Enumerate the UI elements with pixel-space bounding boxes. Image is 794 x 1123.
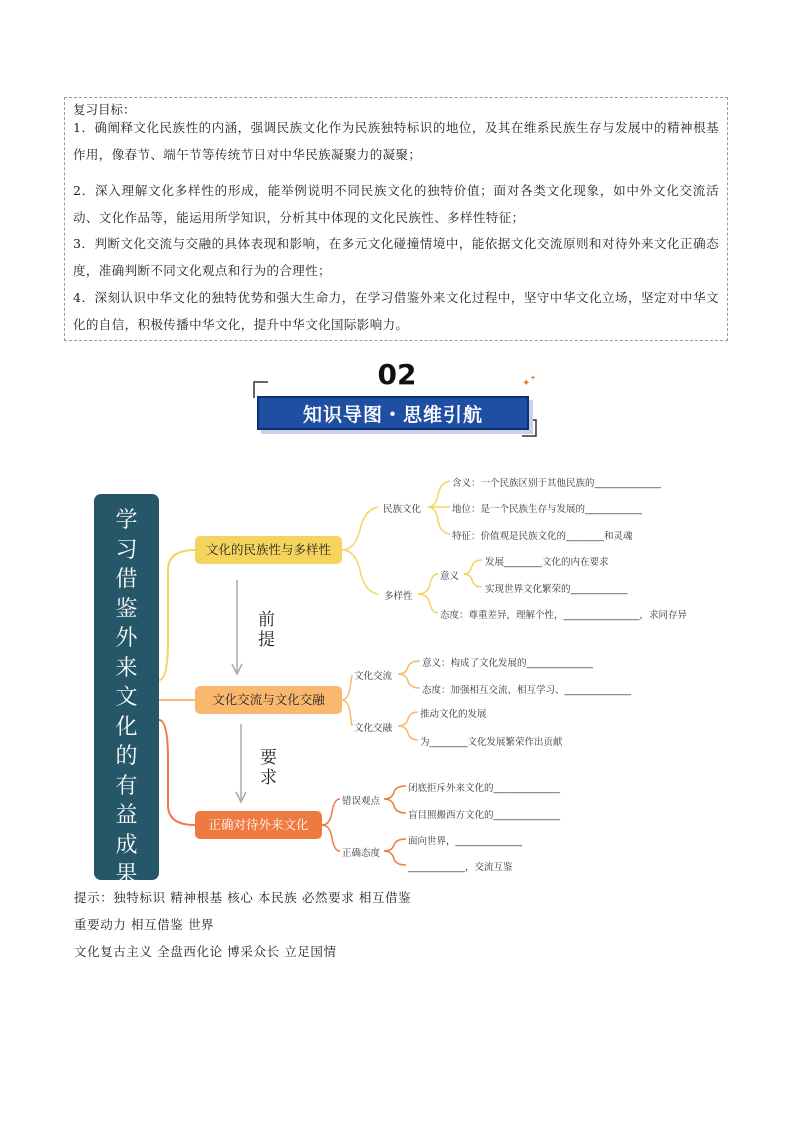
hints-line-2: 重要动力 相互借鉴 世界	[74, 917, 215, 932]
goal-item-2: 2．深入理解文化多样性的形成，能举例说明不同民族文化的独特价值；面对各类文化现象，如中外文化交流活动、文化作品等，能运用所学知识，分析其中体现的文化民族性、多样性特征；	[73, 183, 719, 225]
svg-text:✦: ✦	[530, 374, 536, 382]
leaf-meaning: 含义：一个民族区别于其他民族的______________	[452, 478, 662, 489]
leaf-correct-2: ____________，交流互鉴	[408, 862, 513, 873]
leaf-wrong-2: 盲目照搬西方文化的______________	[408, 810, 561, 821]
node-wrong-views: 错误观点	[342, 796, 381, 807]
node-correct-attitude: 正确态度	[342, 848, 381, 859]
node-significance: 意义	[440, 571, 460, 582]
branch-correct-attitude: 正确对待外来文化	[195, 811, 322, 839]
link-requirement: 要求	[260, 748, 277, 788]
branch-exchange-fusion: 文化交流与文化交融	[195, 686, 342, 714]
leaf-wrong-1: 闭底拒斥外来文化的______________	[408, 783, 561, 794]
link-premise: 前提	[258, 610, 275, 650]
node-national-culture: 民族文化	[383, 504, 422, 515]
leaf-feature: 特征：价值观是民族文化的________和灵魂	[452, 531, 633, 542]
goal-item-3: 3．判断文化交流与交融的具体表现和影响，在多元文化碰撞情境中，能依据文化交流原则和对待外来文化正确态度，准确判断不同文化观点和行为的合理性；	[73, 236, 719, 278]
mindmap-root-label: 学习借鉴外来文化的有益成果	[115, 508, 138, 887]
node-cultural-exchange: 文化交流	[354, 671, 393, 682]
leaf-significance-1: 发展________文化的内在要求	[485, 557, 609, 568]
svg-text:✦: ✦	[522, 378, 531, 389]
leaf-status: 地位：是一个民族生存与发展的____________	[452, 504, 643, 515]
node-diversity: 多样性	[384, 591, 413, 602]
hints-line-1: 提示：独特标识 精神根基 核心 本民族 必然要求 相互借鉴	[74, 890, 412, 905]
goals-title: 复习目标：	[73, 102, 136, 117]
leaf-exchange-meaning: 意义：构成了文化发展的______________	[422, 658, 594, 669]
branch-nationality-diversity: 文化的民族性与多样性	[195, 536, 342, 564]
mindmap-root	[94, 494, 159, 887]
leaf-correct-1: 面向世界，______________	[408, 836, 523, 847]
section-title: 知识导图・思维引航	[302, 404, 483, 426]
hints-line-3: 文化复古主义 全盘西化论 博采众长 立足国情	[74, 944, 337, 959]
section-number: 02	[377, 358, 417, 391]
goal-item-4: 4．深刻认识中华文化的独特优势和强大生命力，在学习借鉴外来文化过程中，坚守中华文化立场，坚定对中华文化的自信，积极传播中华文化，提升中华文化国际影响力。	[73, 290, 719, 332]
leaf-significance-2: 实现世界文化繁荣的____________	[485, 584, 628, 595]
node-cultural-fusion: 文化交融	[354, 723, 393, 734]
leaf-attitude: 态度：尊重差异，理解个性，________________，求同存异	[440, 610, 688, 621]
goal-item-1: 1．确阐释文化民族性的内涵，强调民族文化作为民族独特标识的地位，及其在维系民族生存与发展中的精神根基作用，像春节、端午节等传统节日对中华民族凝聚力的凝聚；	[73, 120, 719, 162]
leaf-exchange-attitude: 态度：加强相互交流、相互学习、______________	[422, 685, 632, 696]
leaf-fusion-1: 推动文化的发展	[420, 709, 487, 720]
leaf-fusion-2: 为________文化发展繁荣作出贡献	[420, 737, 563, 748]
